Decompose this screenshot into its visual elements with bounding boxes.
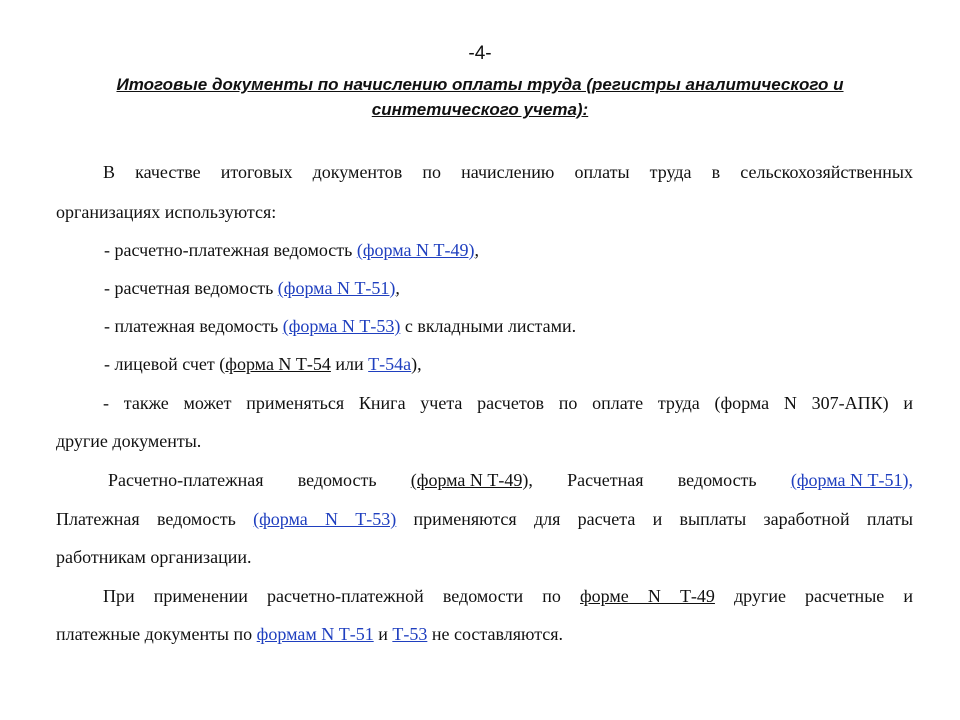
list-item-t49 [104, 239, 960, 261]
para2-text: Платежная ведомость [56, 509, 254, 529]
para3-text: платежные документы по [56, 624, 257, 644]
list-item-text: - лицевой счет ( [104, 354, 226, 374]
para3-line-1 [56, 585, 913, 607]
para2-line-3: работникам организации. [56, 547, 252, 567]
list-item-end: ), [411, 354, 422, 374]
intro-line-2: организациях используются: [56, 202, 277, 222]
section-title-line-1: Итоговые документы по начислению оплаты труда (регистры аналитического и [116, 75, 844, 94]
list-item-book-line-1: - также может применяться Книга учета расчетов по оплате труда (форма N 307-АПК) и [103, 393, 913, 413]
link-form-t51[interactable]: (форма N Т-51) [277, 278, 396, 298]
list-item-text: - расчетная ведомость [104, 278, 278, 298]
para2-line-1 [108, 469, 913, 491]
link-forms-t51[interactable]: формам N Т-51 [256, 624, 374, 644]
para2-word: ведомость [297, 470, 377, 490]
link-form-t51-inline[interactable]: (форма N Т-51), [790, 470, 913, 490]
section-title [70, 72, 890, 122]
list-item-text: - платежная ведомость [104, 316, 283, 336]
para2-word: Расчетно-платежная [108, 470, 264, 490]
list-item-book-line-2: другие документы. [56, 431, 202, 451]
para3-line-2 [56, 623, 913, 645]
para3-text: не составляются. [427, 624, 564, 644]
link-form-t53-inline[interactable]: (форма N Т-53) [253, 509, 397, 529]
list-item-end: , [474, 240, 479, 260]
para3-text: При применении расчетно-платежной ведомости по [103, 586, 580, 606]
page-number: -4- [468, 43, 492, 64]
link-form-t53[interactable]: (форма N Т-53) [282, 316, 401, 336]
link-form-t54a[interactable]: Т-54а [368, 354, 412, 374]
link-form-t54[interactable]: форма N Т-54 [225, 354, 331, 374]
list-item-text: - расчетно-платежная ведомость [104, 240, 357, 260]
link-form-t53-para3[interactable]: Т-53 [392, 624, 428, 644]
link-form-t49-para3[interactable]: форме N Т-49 [580, 586, 715, 606]
list-item-t53 [104, 315, 960, 337]
list-item-end: с вкладными листами. [400, 316, 577, 336]
link-form-t49[interactable]: (форма N Т-49) [356, 240, 475, 260]
para2-text: применяются для расчета и выплаты заработной платы [396, 509, 914, 529]
para3-text: и [373, 624, 393, 644]
para2-word: ведомость [677, 470, 757, 490]
intro-line-1: В качестве итоговых документов по начислению оплаты труда в сельскохозяйственных [103, 162, 913, 182]
para3-text: другие расчетные и [714, 586, 913, 606]
list-item-mid: или [330, 354, 369, 374]
list-item-t51 [104, 277, 960, 299]
section-title-line-2: синтетического учета): [371, 100, 589, 119]
para2-line-2 [56, 508, 913, 530]
para2-word: Расчетная [567, 470, 644, 490]
list-item-end: , [395, 278, 400, 298]
link-form-t49-inline[interactable]: (форма N Т-49), [410, 470, 533, 490]
list-item-t54 [104, 353, 960, 375]
